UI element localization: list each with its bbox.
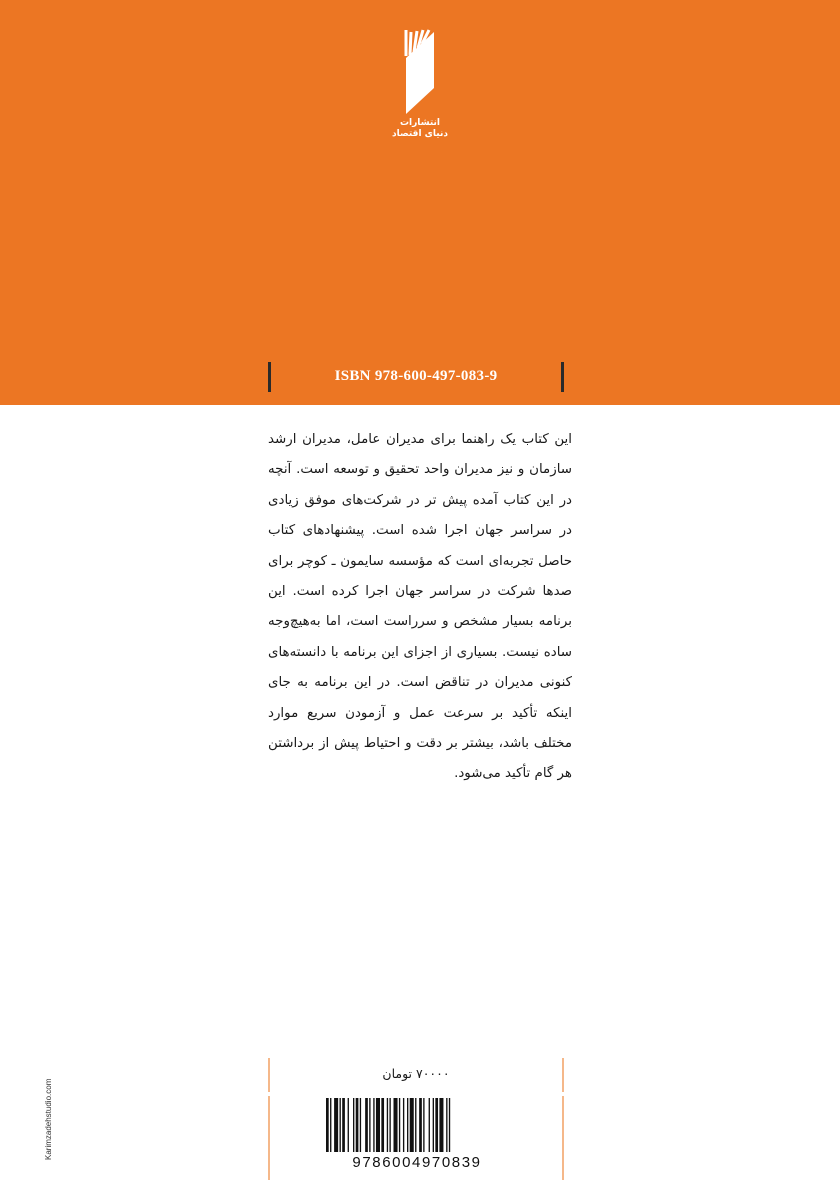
publisher-name-line1: انتشارات [400, 118, 440, 128]
isbn-bar [268, 362, 564, 392]
publisher-logo [388, 28, 452, 140]
price-right-tick [562, 1058, 564, 1092]
book-blurb: این کتاب یک راهنما برای مدیران عامل، مدیران ارشد سازمان و نیز مدیران واحد تحقیق و توسعه است. آنچه در این کتاب آمده پیش تر در شرکت‌های موفق زیادی در سراسر جهان اجرا شده است. پیشنهادهای کتاب حاصل تجربه‌ای است که مؤسسه سایمون ـ کوچر برای صدها شرکت در سراسر جهان اجرا کرده است. این برنامه بسیار مشخص و سرراست است، اما به‌هیچ‌وجه ساده نیست. بسیاری از اجزای این برنامه با دانسته‌های کنونی مدیران در تناقض است. در این برنامه به جای اینکه تأکید بر سرعت عمل و آزمودن سریع موارد مختلف باشد، بیشتر بر دقت و احتیاط پیش از برداشتن هر گام تأکید می‌شود. [268, 432, 572, 782]
price-label: ۷۰۰۰۰ تومان [382, 1066, 450, 1081]
studio-credit: Karimzadehstudio.com [44, 1078, 53, 1160]
barcode-left-tick [268, 1096, 270, 1180]
barcode-right-tick [562, 1096, 564, 1180]
open-book-icon [394, 28, 446, 114]
price-box [268, 1058, 564, 1092]
isbn-right-tick [561, 362, 564, 392]
publisher-name-line2: دنیای اقتصاد [392, 129, 448, 139]
barcode-icon [324, 1098, 510, 1152]
cover-top-band [0, 0, 840, 405]
isbn-number: ISBN 978-600-497-083-9 [334, 368, 498, 384]
barcode-digits: 9786004970839 [352, 1154, 482, 1171]
barcode-area [268, 1096, 564, 1180]
